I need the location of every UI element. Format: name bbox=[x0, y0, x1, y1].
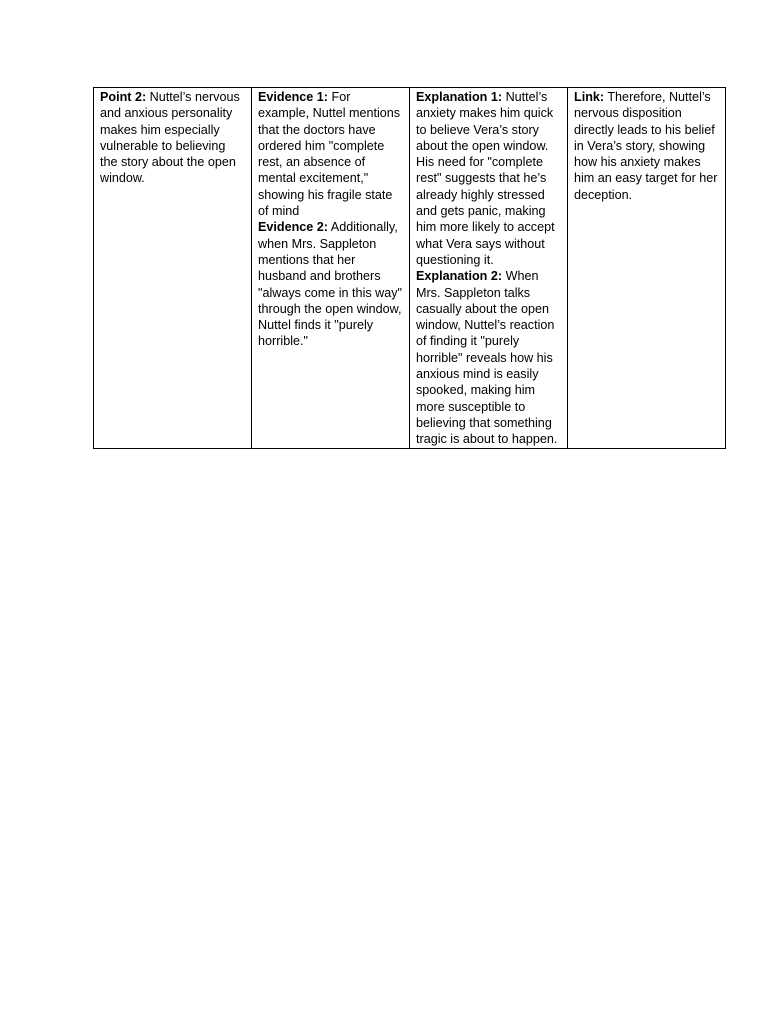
explanation-2-label: Explanation 2: bbox=[416, 269, 503, 284]
evidence-1-label: Evidence 1: bbox=[258, 90, 328, 104]
evidence-cell bbox=[252, 88, 410, 449]
explanation-1-label: Explanation 1: bbox=[416, 90, 503, 104]
point-cell bbox=[94, 88, 252, 449]
link-cell bbox=[568, 88, 726, 449]
explanation-1-text: Nuttel’s anxiety makes him quick to believe Vera’s story about the open window. His need for "complete rest" suggests that he’s already highly stressed and gets panic, making him more likely to accept what Vera says without questioning it. bbox=[416, 90, 555, 267]
link-label: Link: bbox=[574, 90, 605, 104]
point-text: Nuttel’s nervous and anxious personality makes him especially vulnerable to believing the story about the open window. bbox=[100, 90, 240, 186]
point-label: Point 2: bbox=[100, 90, 147, 104]
link-text: Therefore, Nuttel’s nervous disposition directly leads to his belief in Vera’s story, showing how his anxiety makes him an easy target for her deception. bbox=[574, 90, 718, 202]
explanation-cell bbox=[410, 88, 568, 449]
evidence-1-text: For example, Nuttel mentions that the doctors have ordered him "complete rest, an absence of mental excitement," showing his fragile state of mind bbox=[258, 90, 401, 219]
evidence-2-text: Additionally, when Mrs. Sappleton mentions that her husband and brothers "always come in this way" through the open window, Nuttel finds it "purely horrible." bbox=[258, 220, 403, 349]
explanation-2-text: When Mrs. Sappleton talks casually about the open window, Nuttel’s reaction of finding it "purely horrible" reveals how his anxious mind is easily spooked, making him more susceptible to believing that something tragic is about to happen. bbox=[416, 269, 558, 447]
evidence-2-label: Evidence 2: bbox=[258, 220, 328, 235]
peel-paragraph-table bbox=[93, 87, 726, 449]
table-row bbox=[94, 88, 726, 449]
